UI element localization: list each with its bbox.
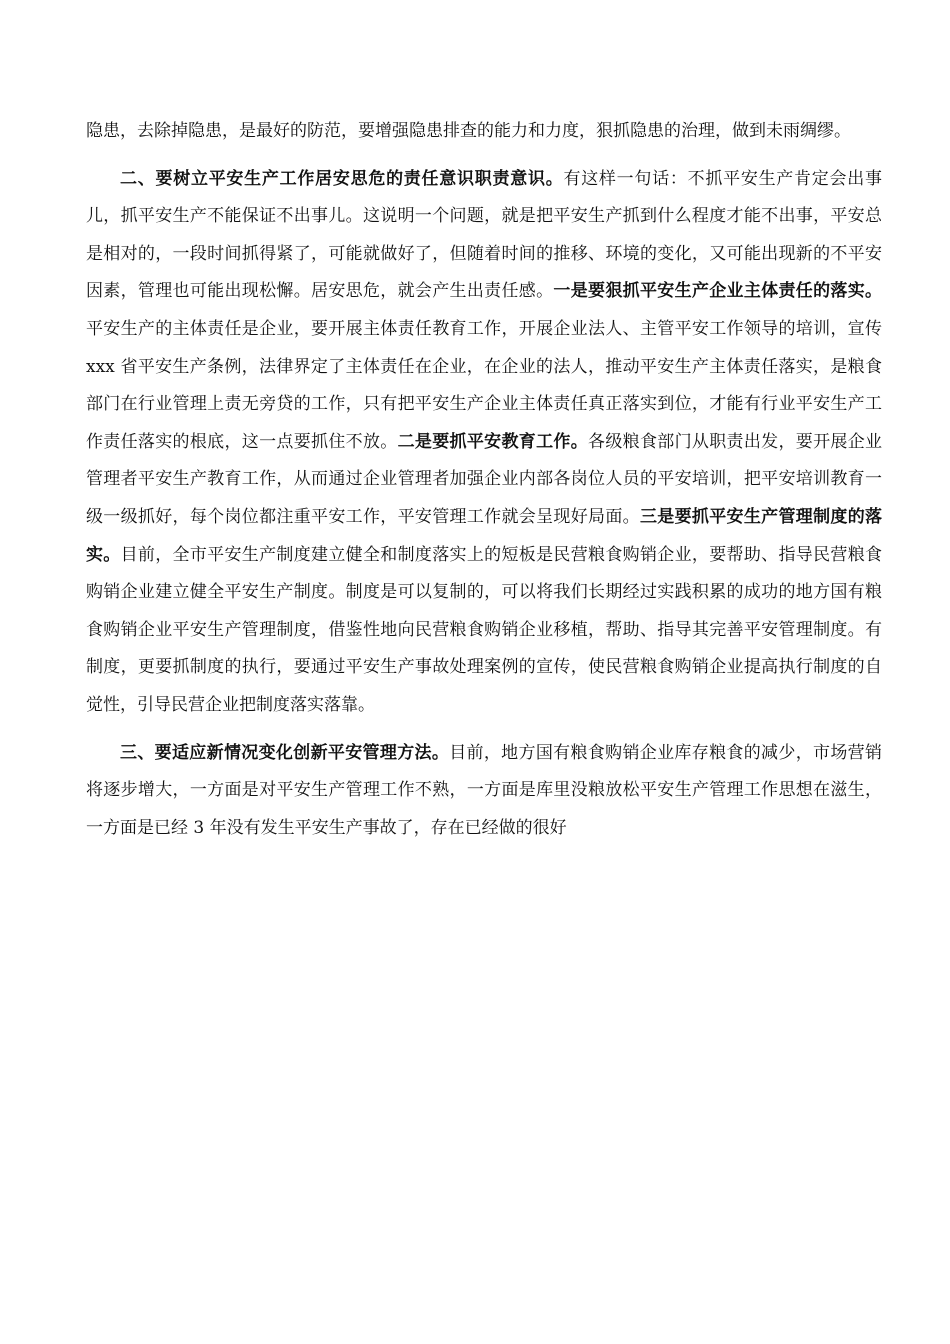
para3-text: 目前，地方国有粮食购销企业库存粮食的减少，市场营销将逐步增大，一方面是对平安生产管理工作不熟，一方面是库里没粮放松平安生产管理工作思想在滋生，一方面是已经 3 年没有发生平安生产事故了，存在已经做的很好 [86,742,883,838]
point-two-heading: 二是要抓平安教育工作。 [397,431,589,452]
para1-text: 隐患，去除掉隐患，是最好的防范，要增强隐患排查的能力和力度，狠抓隐患的治理，做到未雨绸缪。 [86,121,851,141]
para2-text-d: 目前，全市平安生产制度建立健全和制度落实上的短板是民营粮食购销企业，要帮助、指导民营粮食购销企业建立健全平安生产制度。制度是可以复制的，可以将我们长期经过实践积累的成功的地方国有粮食购销企业平安生产管理制度，借鉴性地向民营粮食购销企业移植，帮助、指导其完善平安管理制度。有制度，更要抓制度的执行，要通过平安生产事故处理案例的宣传，使民营粮食购销企业提高执行制度的自觉性，引导民营企业把制度落实落靠。 [86,544,883,715]
heading-section-three: 三、要适应新情况变化创新平安管理方法。 [120,742,450,763]
heading-section-two: 二、要树立平安生产工作居安思危的责任意识职责意识。 [120,168,564,189]
point-one-heading: 一是要狠抓平安生产企业主体责任的落实。 [553,281,883,302]
point-three-heading: 三是要抓平安生产管理制度的落实。 [86,506,883,565]
para2-text-c: 各级粮食部门从职责出发，要开展企业管理者平安生产教育工作，从而通过企业管理者加强企业内部各岗位人员的平安培训，把平安培训教育一级一级抓好，每个岗位都注重平安工作，平安管理工作就会呈现好局面。 [86,431,883,527]
paragraph-2 [86,161,882,725]
paragraph-1 [86,113,882,151]
paragraph-3 [86,735,882,848]
para2-text-b: 平安生产的主体责任是企业，要开展主体责任教育工作，开展企业法人、主管平安工作领导的培训，宣传 xxx 省平安生产条例，法律界定了主体责任在企业，在企业的法人，推动平安生产主体责任落实，是粮食部门在行业管理上责无旁贷的工作，只有把平安生产企业主体责任真正落实到位，才能有行业平安生产工作责任落实的根底，这一点要抓住不放。 [86,318,882,452]
para2-text-a: 有这样一句话：不抓平安生产肯定会出事儿，抓平安生产不能保证不出事儿。这说明一个问题，就是把平安生产抓到什么程度才能不出事，平安总是相对的，一段时间抓得紧了，可能就做好了，但随着时间的推移、环境的变化，又可能出现新的不平安因素，管理也可能出现松懈。居安思危，就会产生出责任感。 [86,168,883,302]
